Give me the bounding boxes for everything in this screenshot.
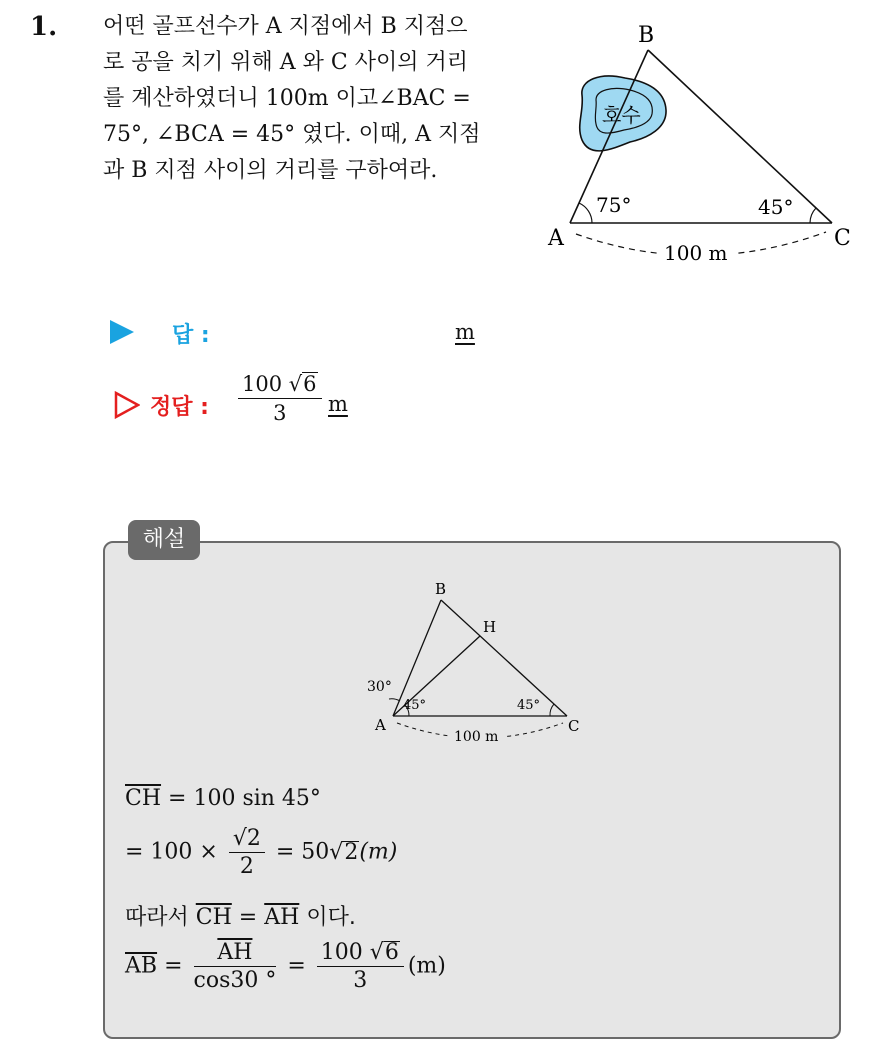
line3-suffix: 이다. xyxy=(306,905,356,930)
angle-label-a: 75° xyxy=(596,193,632,217)
solution-line-1 xyxy=(125,786,321,811)
line3-eq: = xyxy=(238,905,258,930)
angle-arc-c45 xyxy=(550,704,554,716)
line4-eq2: = xyxy=(287,953,306,979)
answer-label: 답 : xyxy=(172,323,210,348)
question-line: 로 공을 치기 위해 A 와 C 사이의 거리 xyxy=(103,50,468,75)
line4-fraction-1 xyxy=(194,940,277,993)
line4-fraction-2 xyxy=(317,940,404,993)
solution-tag: 해설 xyxy=(128,520,200,560)
question-number: 1. xyxy=(30,12,58,42)
segment-ch: $\overline{CH}$ xyxy=(125,786,162,811)
segment-ah: $\overline{AH}$ xyxy=(217,940,253,965)
solution-line-4 xyxy=(125,940,446,993)
correct-numerator xyxy=(238,372,322,399)
angle-label-a45: 45° xyxy=(403,698,427,713)
line2-root: 2 xyxy=(344,839,359,865)
solution-line-2 xyxy=(125,826,397,879)
question-text xyxy=(103,9,528,189)
line2-fraction xyxy=(229,826,265,879)
side-bc xyxy=(648,50,832,223)
line1-rhs: = 100 sin 45° xyxy=(168,786,321,811)
answer-unit: m xyxy=(455,320,475,344)
sqrt-symbol: √6 xyxy=(288,372,317,396)
angle-label-c45: 45° xyxy=(517,698,541,713)
line2-unit: (m) xyxy=(359,839,398,865)
segment-ah: $\overline{AH}$ xyxy=(264,905,300,930)
distance-label: 100 m xyxy=(664,241,728,265)
question-line: 과 B 지점 사이의 거리를 구하여라. xyxy=(103,158,438,183)
line2-numerator: √2 xyxy=(229,826,265,853)
line2-denominator: 2 xyxy=(239,854,254,879)
sqrt-argument: 6 xyxy=(303,372,317,396)
line4-eq1: = xyxy=(164,953,183,979)
distance-label: 100 m xyxy=(454,729,499,745)
angle-arc-30 xyxy=(389,699,400,701)
sqrt-symbol: √2 xyxy=(329,839,359,865)
vertex-label-a: A xyxy=(375,716,386,734)
vertex-label-h: H xyxy=(483,618,497,636)
line3-prefix: 따라서 xyxy=(125,905,189,930)
question-line: 75°, ∠BCA = 45° 였다. 이때, A 지점 xyxy=(103,122,481,147)
vertex-label-c: C xyxy=(568,717,580,735)
angle-arc-c xyxy=(810,208,816,223)
sqrt-symbol: √6 xyxy=(369,940,399,965)
vertex-label-b: B xyxy=(435,580,447,598)
vertex-label-c: C xyxy=(834,226,851,251)
line4-denominator-1: cos30 ° xyxy=(193,968,277,993)
correct-arrow-icon xyxy=(114,391,140,419)
line2-rhs: = 50 xyxy=(275,839,330,865)
solution-line-3 xyxy=(125,900,356,931)
angle-label-c: 45° xyxy=(758,195,794,219)
line4-numerator-1 xyxy=(194,940,277,967)
correct-label: 정답 : xyxy=(150,395,209,420)
solution-triangle-figure xyxy=(355,575,585,750)
numerator-coefficient: 100 xyxy=(320,940,363,965)
line4-denominator-2: 3 xyxy=(353,968,368,993)
vertex-label-a: A xyxy=(548,226,564,251)
side-bc xyxy=(441,600,567,716)
segment-ch: $\overline{CH}$ xyxy=(195,905,232,930)
numerator-coefficient: 100 xyxy=(242,372,283,396)
line2-prefix: = 100 × xyxy=(125,839,218,865)
angle-label-30: 30° xyxy=(367,679,392,695)
angle-arc-a xyxy=(579,203,592,223)
golf-triangle-figure xyxy=(540,20,860,270)
lake-label: 호수 xyxy=(602,103,641,127)
sqrt-argument: 6 xyxy=(384,940,399,965)
question-line: 를 계산하였더니 100m 이고∠BAC = xyxy=(103,86,471,111)
question-line: 어떤 골프선수가 A 지점에서 B 지점으 xyxy=(103,14,468,39)
correct-unit: m xyxy=(328,392,348,416)
vertex-label-b: B xyxy=(638,23,655,48)
line4-unit: (m) xyxy=(407,953,446,979)
correct-fraction xyxy=(238,372,322,425)
answer-arrow-icon xyxy=(110,320,134,344)
line4-numerator-2 xyxy=(317,940,404,967)
segment-ab: $\overline{AB}$ xyxy=(125,953,158,979)
correct-denominator: 3 xyxy=(273,401,287,425)
